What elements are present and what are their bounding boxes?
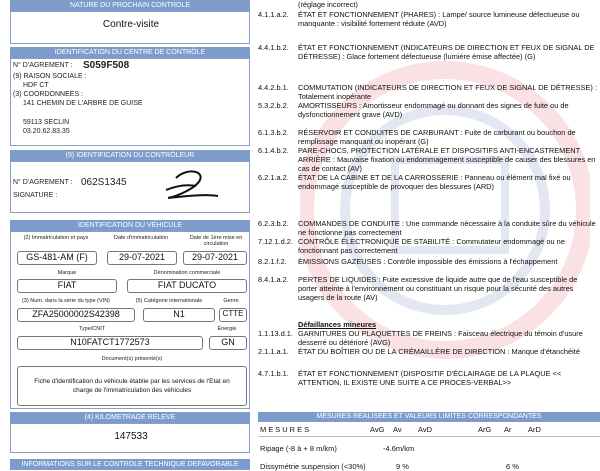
vehicule-box xyxy=(10,231,250,409)
km-value: 147533 xyxy=(114,431,148,442)
type-label: Type/CNIT xyxy=(78,326,106,332)
col-avg: AvG xyxy=(370,425,385,434)
raison-label: (9) RAISON SOCIALE : xyxy=(13,73,87,80)
date-immat-value: 29-07-2021 xyxy=(107,251,177,265)
documents-label: Document(s) présenté(s) xyxy=(101,356,163,362)
centre-agrement-value: S059F508 xyxy=(83,60,130,71)
mesures-col-title: MESURES xyxy=(260,425,312,434)
defect-code: 6.2.1.a.2. xyxy=(258,173,289,182)
col-arg: ArG xyxy=(478,425,492,434)
next-control-header: NATURE DU PROCHAIN CONTROLE xyxy=(10,0,250,11)
genre-value: CTTE xyxy=(219,308,247,322)
mesures-divider xyxy=(258,436,600,437)
date-immat-label: Date d'immatriculation xyxy=(113,235,169,241)
defect-code: 6.2.3.b.2. xyxy=(258,219,289,228)
dissymetrie-av: 9 % xyxy=(396,462,409,471)
defect-code: 8.2.1.f.2. xyxy=(258,257,287,266)
mesures-header: MESURES REALISEES ET VALEURS LIMITES CORRESPONDANTES xyxy=(258,412,600,422)
type-value: N10FATCT1772573 xyxy=(17,336,203,350)
genre-label: Genre xyxy=(223,298,239,304)
defect-text: AMORTISSEURS : Amortisseur endommagé ou donnant des signes de fuite ou de dysfonctionnement grave (AVD) xyxy=(298,101,569,119)
defect-code: 1.1.13.d.1. xyxy=(258,329,293,338)
vin-value: ZFA25000002S42398 xyxy=(17,308,135,322)
ripage-label: Ripage (-8 à + 8 m/km) xyxy=(260,444,337,453)
defect-text: CONTRÔLE ÉLECTRONIQUE DE STABILITÉ : Commutateur endommagé ou ne fonctionnant pas correctement xyxy=(298,237,565,255)
defect-code: 6.1.3.b.2. xyxy=(258,128,289,137)
controleur-agrement-value: 062S1345 xyxy=(81,177,127,188)
defect-text: ÉTAT ET FONCTIONNEMENT (PHARES) : Lampe/ source lumineuse défectueuse ou manquante : visibilité fortement réduite (AVD) xyxy=(298,10,580,28)
defect-text: GARNITURES OU PLAQUETTES DE FREINS : Faisceau électrique du témoin d'usure desserré ou détérioré (AVG) xyxy=(298,329,583,347)
col-avd: AvD xyxy=(418,425,433,434)
denomination-value: FIAT DUCATO xyxy=(127,279,247,293)
date-first-value: 29-07-2021 xyxy=(183,251,247,265)
dissymetrie-ar: 6 % xyxy=(506,462,519,471)
ripage-value: -4.6m/km xyxy=(383,444,415,453)
energie-label: Énergie xyxy=(217,326,237,332)
defect-text: ÉMISSIONS GAZEUSES : Contrôle impossible des émissions à l'échappement xyxy=(298,257,558,266)
defect-code: 2.1.1.a.1. xyxy=(258,347,289,356)
defect-text: RÉSERVOIR ET CONDUITES DE CARBURANT : Fuite de carburant ou bouchon de remplissage manquant ou inopérant (G) xyxy=(298,128,576,146)
km-box xyxy=(10,423,250,453)
phone: 03.20.62.83.35 xyxy=(23,128,70,135)
address-line2: 59113 SECLIN xyxy=(23,119,70,126)
next-control-box xyxy=(10,11,250,44)
defect-text: ÉTAT ET FONCTIONNEMENT (INDICATEURS DE DIRECTION ET FEUX DE SIGNAL DE DÉTRESSE) : Glace fortement défectueuse (lumière émise affectée) (G) xyxy=(298,43,595,61)
controleur-header: (9) IDENTIFICATION DU CONTRÔLEUR xyxy=(10,150,250,161)
defect-text: PARE-CHOCS, PROTECTION LATÉRALE ET DISPOSITIFS ANTI-ENCASTREMENT ARRIÈRE : Mauvaise fixation ou endommagement susceptible de causer des blessures en cas de contact (AV) xyxy=(298,146,596,173)
controleur-agrement-label: N° D'AGREMENT : xyxy=(13,179,73,186)
defect-code: 5.3.2.b.2. xyxy=(258,101,289,110)
signature-drawing xyxy=(156,166,226,206)
centre-box xyxy=(10,58,250,146)
date-first-label: Date de 1ère mise en circulation xyxy=(189,235,243,247)
defect-text: ÉTAT DU BOÎTIER OU DE LA CRÉMAILLÈRE DE DIRECTION : Manque d'étanchéité xyxy=(298,347,580,356)
dissymetrie-label: Dissymétrie suspension (<30%) xyxy=(260,462,366,471)
centre-agrement-label: N° D'AGREMENT : xyxy=(13,62,73,69)
vin-label: (3) Num. dans la série du type (VIN) xyxy=(21,298,111,304)
categorie-value: N1 xyxy=(143,308,215,322)
defects-panel xyxy=(258,0,600,470)
address-line1: 141 CHEMIN DE L'ARBRE DE GUISE xyxy=(23,100,143,107)
defect-text: PERTES DE LIQUIDES : Fuite excessive de liquide autre que de l'eau susceptible de porter atteinte à l'environnement ou constituant un risque pour la sécurité des autres usagers de la route (AV) xyxy=(298,275,578,302)
defect-text: (réglage incorrect) xyxy=(298,0,358,9)
marque-label: Marque xyxy=(57,270,77,276)
coord-label: (3) COORDONNEES : xyxy=(13,91,84,98)
defect-code: 6.1.4.b.2. xyxy=(258,146,289,155)
km-header: (4) KILOMETRAGE RELEVE xyxy=(10,412,250,423)
defect-text: ÉTAT ET FONCTIONNEMENT (DISPOSITIF D'ÉCLAIRAGE DE LA PLAQUE << ATTENTION, IL EXISTE UNE SUITE A CE PROCES-VERBAL>> xyxy=(298,369,562,387)
defect-text: COMMUTATION (INDICATEURS DE DIRECTION ET FEUX DE SIGNAL DE DÉTRESSE) : Totalement inopérante xyxy=(298,83,597,101)
col-ar: Ar xyxy=(504,425,512,434)
defect-code: 7.12.1.d.2. xyxy=(258,237,293,246)
denomination-label: Dénomination commerciale xyxy=(153,270,221,276)
centre-header: IDENTIFICATION DU CENTRE DE CONTRÔLE xyxy=(10,47,250,58)
next-control-value: Contre-visite xyxy=(102,19,160,30)
categorie-label: (5) Catégorie internationale xyxy=(135,298,203,304)
mesures-table xyxy=(258,422,600,470)
defect-code: 8.4.1.a.2. xyxy=(258,275,289,284)
signature-label: SIGNATURE : xyxy=(13,192,58,199)
documents-value: Fiche d'identification du véhicule établie par les services de l'Etat en charge de l'immatriculation des véhicules xyxy=(17,366,247,406)
col-av: Av xyxy=(393,425,402,434)
col-ard: ArD xyxy=(528,425,541,434)
defect-code: 4.7.1.b.1. xyxy=(258,369,289,378)
defect-text: ÉTAT DE LA CABINE ET DE LA CARROSSERIE : Panneau ou élément mal fixé ou endommagé susceptible de provoquer des blessures (ARD) xyxy=(298,173,571,191)
raison-value: HDF CT xyxy=(23,82,49,89)
marque-value: FIAT xyxy=(17,279,117,293)
defect-code: 4.4.2.b.1. xyxy=(258,83,289,92)
controleur-box xyxy=(10,161,250,213)
defect-text: Défaillances mineures xyxy=(298,320,377,329)
defect-code: 4.4.1.b.2. xyxy=(258,43,289,52)
defect-code: 4.1.1.a.2. xyxy=(258,10,289,19)
energie-value: GN xyxy=(209,336,247,350)
immat-label: (2) Immatriculation et pays xyxy=(23,235,89,241)
infos-header: INFORMATIONS SUR LE CONTROLE TECHNIQUE DEFAVORABLE xyxy=(10,459,250,470)
defect-text: COMMANDES DE CONDUITE : Une commande nécessaire à la conduite sûre du véhicule ne fonctionne pas correctement xyxy=(298,219,596,237)
vehicule-header: IDENTIFICATION DU VÉHICULE xyxy=(10,220,250,231)
immat-value: GS-481-AM (F) xyxy=(17,251,97,265)
